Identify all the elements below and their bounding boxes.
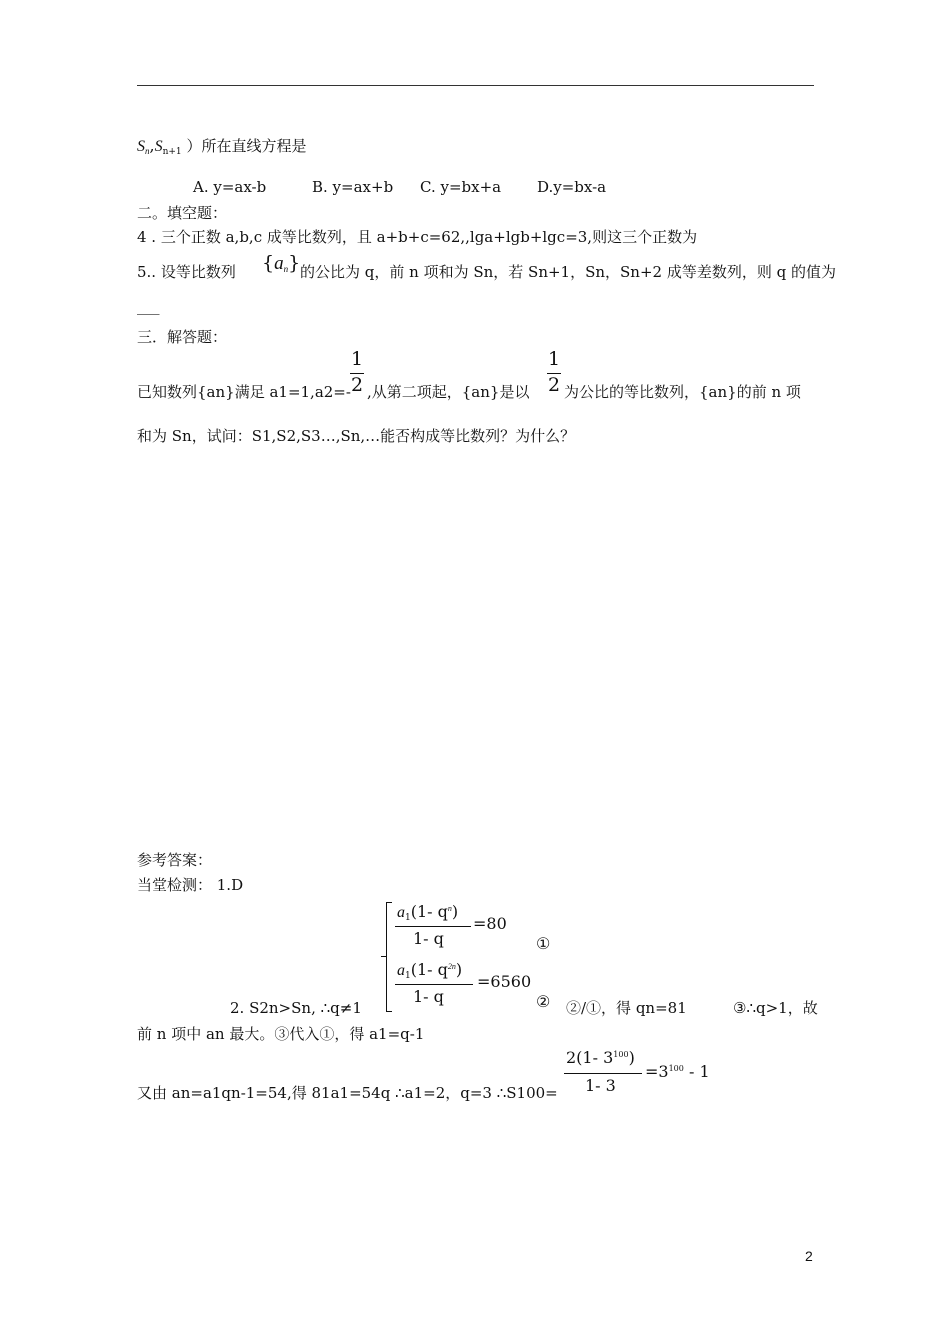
eq2-num-close: ) (455, 960, 463, 979)
sn-symbol: S (137, 138, 145, 155)
option-c: C. y=bx+a (420, 178, 502, 196)
comma: , (149, 136, 155, 155)
eq1-a: a (397, 904, 405, 921)
problem-line1-a: 已知数列{an}满足 a1=1,a2=- (137, 383, 351, 401)
eq1-frac-bar (395, 926, 471, 927)
frac2-numerator: 1 (548, 348, 561, 370)
eq2-num-rest: (1- q (410, 960, 448, 979)
s100-frac-bar (564, 1073, 642, 1074)
q2-tail-a: ②/①，得 qn=81 (566, 999, 687, 1017)
eq2-a-sub: 1 (405, 971, 411, 981)
brace-mid-hook (381, 956, 386, 957)
q2-prefix: 2. S2n>Sn, ∴q≠1 (230, 999, 362, 1017)
problem-line1-b: ,从第二项起，{an}是以 (367, 383, 530, 401)
page-number: 2 (805, 1248, 813, 1264)
eq2-mark: ② (536, 992, 551, 1011)
q3-tail (137, 136, 306, 159)
s100-rhs-b: - 1 (683, 1062, 710, 1081)
eq2-num-sup: 2n (447, 962, 456, 971)
q4-text: 4 . 三个正数 a,b,c 成等比数列，且 a+b+c=62,,lga+lgb+lgc=3,则这三个正数为 (137, 228, 698, 246)
s100-rhs-a: =3 (645, 1062, 669, 1081)
answers-title: 参考答案： (137, 851, 213, 869)
eq1-a-sub: 1 (405, 913, 411, 923)
q2-tail-b: ③∴q>1，故 (733, 999, 818, 1017)
frac1-denominator: 2 (351, 374, 364, 396)
problem-line2: 和为 Sn，试问：S1,S2,S3…,Sn,…能否构成等比数列？为什么？ (137, 427, 576, 445)
sn-subscript: n (145, 146, 150, 156)
seq-n: n (283, 264, 289, 274)
q5-sequence (262, 252, 300, 275)
s100-rhs (645, 1062, 710, 1081)
s100-numerator (566, 1048, 635, 1067)
header-rule (137, 85, 814, 86)
eq1-num-close: ) (451, 902, 459, 921)
option-a: A. y=ax-b (193, 178, 267, 196)
eq1-rhs: =80 (473, 914, 507, 933)
q5-text: 的公比为 q，前 n 项和为 Sn，若 Sn+1，Sn，Sn+2 成等差数列，则 q 的值为 (300, 263, 836, 281)
eq2-rhs: =6560 (477, 972, 532, 991)
system-brace (386, 902, 387, 1012)
sn1-symbol: S (154, 138, 163, 155)
seq-a: a (274, 253, 284, 274)
eq2-a: a (397, 962, 405, 979)
brace-close: } (288, 252, 301, 274)
frac2-denominator: 2 (548, 374, 561, 396)
brace-bottom-hook (387, 1011, 392, 1012)
s100-num-sup: 100 (613, 1050, 629, 1059)
s100-num-close: ) (628, 1048, 635, 1067)
eq1-numerator (397, 902, 458, 922)
problem-line1-c: 为公比的等比数列，{an}的前 n 项 (564, 383, 801, 401)
eq2-numerator (397, 960, 462, 980)
brace-open: { (262, 252, 275, 274)
eq1-denominator: 1- q (413, 929, 444, 948)
frac1-numerator: 1 (351, 348, 364, 370)
eq1-num-sup: n (447, 904, 452, 913)
q5-prefix: 5.. 设等比数列 (137, 263, 236, 281)
section3-title: 三．解答题： (137, 328, 228, 346)
sn1-subscript: n+1 (162, 147, 182, 157)
eq2-frac-bar (395, 984, 473, 985)
option-d: D.y=bx-a (537, 178, 607, 196)
eq2-denominator: 1- q (413, 987, 444, 1006)
q3-tail-text: ）所在直线方程是 (186, 137, 307, 155)
s100-num-text: 2(1- 3 (566, 1048, 614, 1067)
brace-top-hook (387, 902, 392, 903)
answers-line4: 又由 an=a1qn-1=54,得 81a1=54q ∴a1=2，q=3 ∴S100= (137, 1084, 558, 1102)
s100-denominator: 1- 3 (585, 1076, 616, 1095)
option-b: B. y=ax+b (312, 178, 394, 196)
eq1-num-rest: (1- q (410, 902, 448, 921)
answers-line1: 当堂检测： 1.D (137, 876, 244, 894)
s100-rhs-sup: 100 (668, 1064, 684, 1073)
answers-line3: 前 n 项中 an 最大。③代入①，得 a1=q-1 (137, 1025, 425, 1043)
eq1-mark: ① (536, 934, 551, 953)
section2-title: 二。填空题： (137, 204, 228, 222)
q5-blank: ___ (137, 297, 160, 315)
